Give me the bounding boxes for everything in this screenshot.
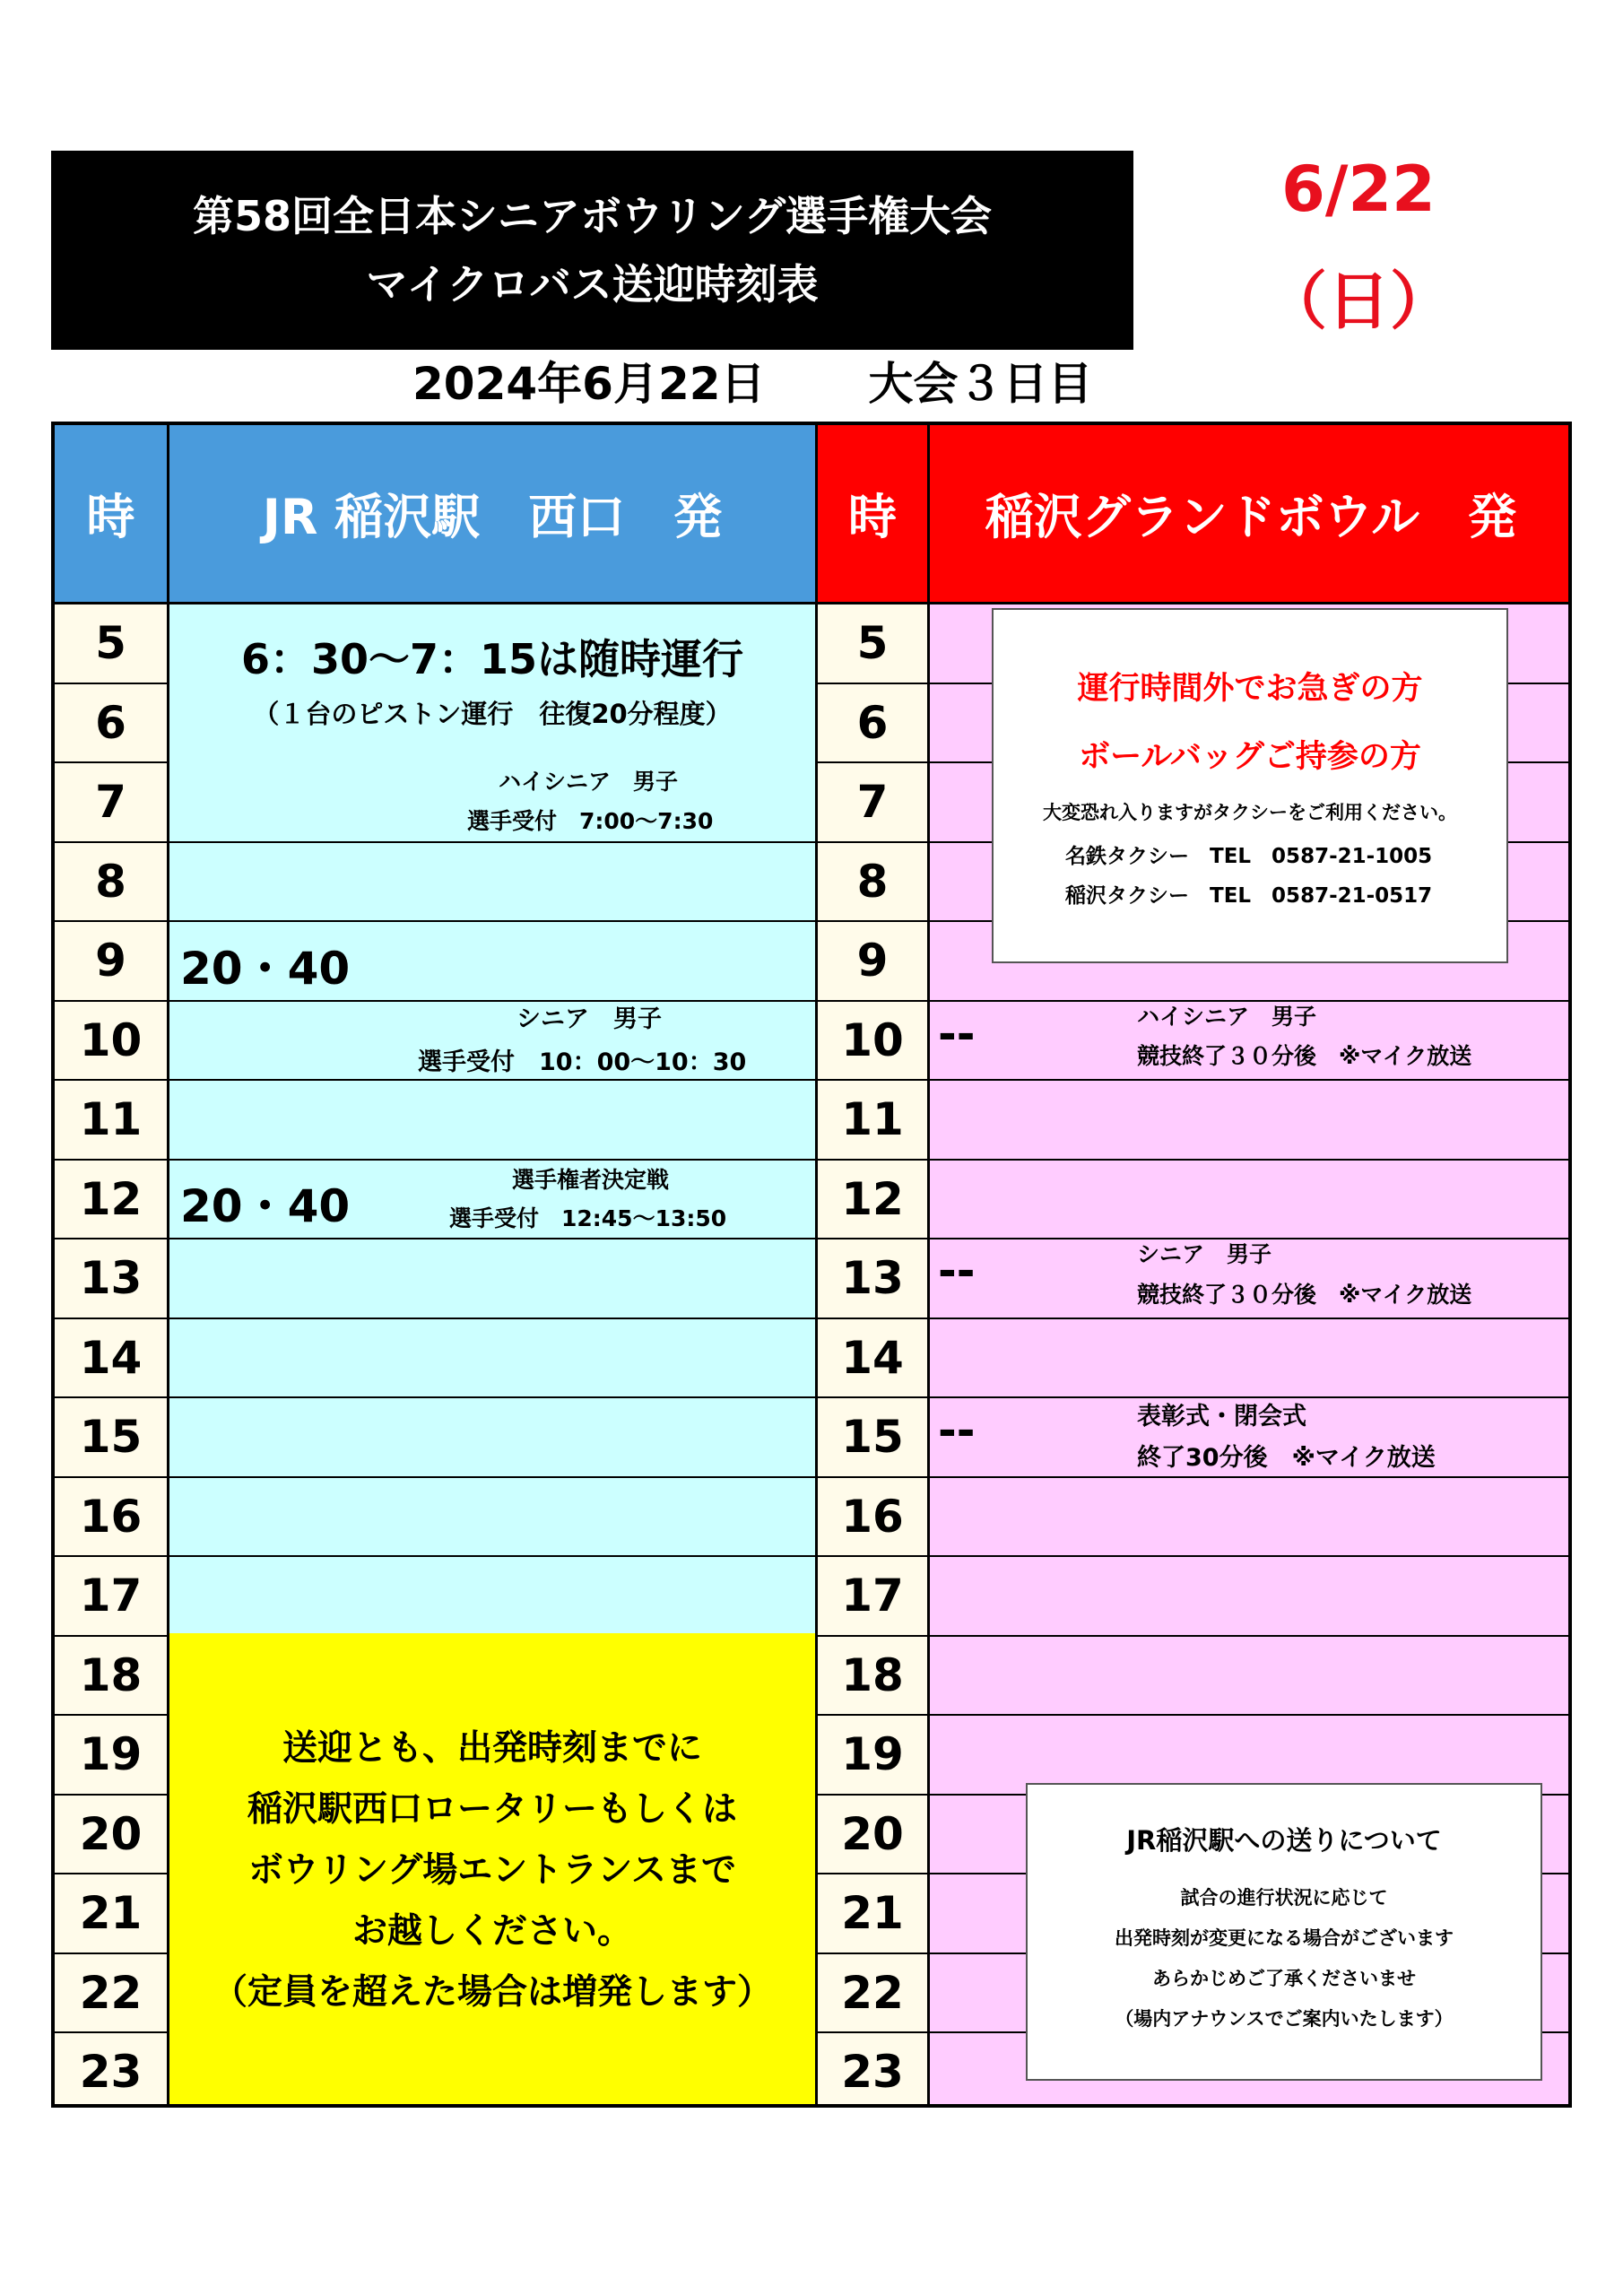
right-hour-cell: 13 (815, 1239, 930, 1319)
right-schedule-cell (930, 1081, 1572, 1161)
dash-10: -- (938, 1008, 976, 1060)
return-title: JR稲沢駅への送りについて (1126, 1825, 1442, 1856)
right-hour-cell: 22 (815, 1954, 930, 2034)
right-schedule-cell (930, 1637, 1572, 1717)
left-schedule-cell (169, 1319, 815, 1399)
left-hour-cell: 14 (55, 1319, 169, 1399)
dash-13: -- (938, 1245, 976, 1297)
left-hour-cell: 9 (55, 922, 169, 1002)
day-label: 大会３日目 (868, 358, 1093, 410)
taxi-note: 大変恐れ入りますがタクシーをご利用ください。 (1043, 802, 1457, 823)
hs-men-reception: 選手受付 7:00〜7:30 (467, 808, 714, 834)
left-hour-cell: 11 (55, 1081, 169, 1161)
left-hour-cell: 15 (55, 1398, 169, 1478)
return-line-4: （場内アナウンスでご案内いたします） (1115, 2008, 1454, 2030)
right-hour-cell: 9 (815, 922, 930, 1002)
left-hour-cell: 21 (55, 1874, 169, 1954)
event-title: 第58回全日本シニアボウリング選手権大会 (192, 192, 993, 240)
timetable (51, 422, 1572, 2108)
left-schedule-cell (169, 1081, 815, 1161)
left-schedule-cell (169, 1557, 815, 1637)
right-hour-cell: 14 (815, 1319, 930, 1399)
right-hour-cell: 12 (815, 1161, 930, 1240)
return-line-1: 試合の進行状況に応じて (1180, 1887, 1388, 1909)
right-hour-cell: 21 (815, 1874, 930, 1954)
row13-label: シニア 男子 (1137, 1241, 1272, 1267)
left-hour-cell: 18 (55, 1637, 169, 1717)
s-men-reception: 選手受付 10：00〜10：30 (418, 1048, 747, 1076)
left-hour-cell: 8 (55, 843, 169, 923)
right-hour-cell: 6 (815, 684, 930, 764)
hs-men-label: ハイシニア 男子 (499, 769, 679, 795)
time-12: 20・40 (180, 1180, 351, 1232)
left-hour-cell: 16 (55, 1478, 169, 1558)
notice-box (169, 1633, 815, 2108)
right-hour-cell: 23 (815, 2033, 930, 2108)
right-hour-cell: 20 (815, 1796, 930, 1875)
left-hour-cell: 20 (55, 1796, 169, 1875)
left-hour-cell: 7 (55, 763, 169, 843)
taxi-meitetsu: 名鉄タクシー TEL 0587-21-1005 (1065, 845, 1433, 868)
left-hour-cell: 13 (55, 1239, 169, 1319)
return-line-3: あらかじめご了承くださいませ (1152, 1968, 1416, 1989)
row15-note: 終了30分後 ※マイク放送 (1137, 1444, 1436, 1472)
left-hour-header: 時 (55, 425, 169, 604)
taxi-inazawa: 稲沢タクシー TEL 0587-21-0517 (1065, 884, 1433, 908)
final-reception: 選手受付 12:45〜13:50 (449, 1205, 727, 1231)
schedule-title: マイクロバス送迎時刻表 (366, 260, 819, 309)
right-schedule-cell (930, 1557, 1572, 1637)
left-hour-cell: 6 (55, 684, 169, 764)
date-line (412, 348, 1092, 413)
date-full: 2024年6月22日 (412, 358, 766, 410)
notice-line-5: （定員を超えた場合は増発します） (212, 1971, 772, 2013)
taxi-info-box (992, 608, 1508, 963)
row10-label: ハイシニア 男子 (1137, 1004, 1317, 1030)
left-schedule-cell (169, 1478, 815, 1558)
right-hour-cell: 17 (815, 1557, 930, 1637)
notice-line-1: 送迎とも、出発時刻までに (282, 1727, 702, 1769)
row13-note: 競技終了３０分後 ※マイク放送 (1137, 1282, 1472, 1308)
taxi-line-2: ボールバッグご持参の方 (1079, 739, 1421, 775)
left-hour-cell: 10 (55, 1002, 169, 1082)
left-hour-cell: 22 (55, 1954, 169, 2034)
s-men-label: シニア 男子 (516, 1005, 662, 1033)
right-hour-cell: 7 (815, 763, 930, 843)
notice-line-2: 稲沢駅西口ロータリーもしくは (247, 1788, 737, 1830)
left-hour-cell: 5 (55, 604, 169, 684)
left-station-header: JR 稲沢駅 西口 発 (169, 425, 815, 604)
right-station-header: 稲沢グランドボウル 発 (930, 425, 1572, 604)
title-banner (51, 151, 1133, 350)
right-schedule-cell (930, 1319, 1572, 1399)
return-line-2: 出発時刻が変更になる場合がございます (1115, 1927, 1454, 1949)
left-hour-cell: 12 (55, 1161, 169, 1240)
right-schedule-cell (930, 1478, 1572, 1558)
right-hour-cell: 15 (815, 1398, 930, 1478)
notice-line-4: お越しください。 (352, 1910, 632, 1952)
left-hour-cell: 17 (55, 1557, 169, 1637)
left-schedule-cell (169, 1239, 815, 1319)
weekday: （日） (1264, 265, 1453, 338)
right-hour-cell: 11 (815, 1081, 930, 1161)
return-info-box (1026, 1783, 1542, 2081)
right-hour-cell: 5 (815, 604, 930, 684)
notice-line-3: ボウリング場エントランスまで (247, 1849, 737, 1891)
left-hour-cell: 23 (55, 2033, 169, 2108)
continuous-note: （１台のピストン運行 往復20分程度） (253, 699, 732, 729)
date-short: 6/22 (1281, 152, 1436, 226)
left-schedule-cell (169, 843, 815, 923)
final-label: 選手権者決定戦 (512, 1167, 670, 1193)
right-hour-cell: 19 (815, 1716, 930, 1796)
right-schedule-cell (930, 1161, 1572, 1240)
right-hour-cell: 8 (815, 843, 930, 923)
row10-note: 競技終了３０分後 ※マイク放送 (1137, 1043, 1472, 1069)
row15-label: 表彰式・閉会式 (1137, 1403, 1306, 1431)
left-hour-cell: 19 (55, 1716, 169, 1796)
left-schedule-cell (169, 1398, 815, 1478)
time-9: 20・40 (180, 943, 351, 995)
dash-15: -- (938, 1405, 976, 1457)
right-hour-cell: 10 (815, 1002, 930, 1082)
taxi-line-1: 運行時間外でお急ぎの方 (1077, 671, 1423, 707)
right-hour-header: 時 (815, 425, 930, 604)
continuous-title: 6：30〜7：15は随時運行 (240, 635, 744, 683)
right-hour-cell: 16 (815, 1478, 930, 1558)
right-hour-cell: 18 (815, 1637, 930, 1717)
